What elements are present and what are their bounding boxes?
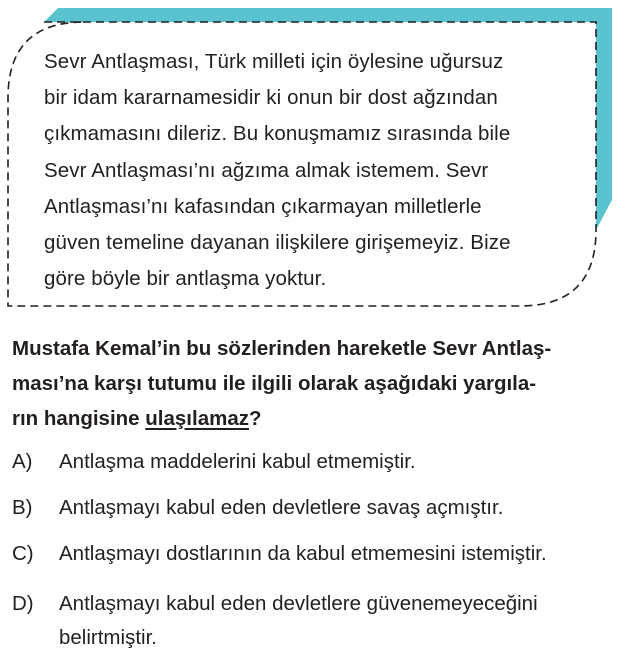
option-line: belirtmiştir. — [59, 626, 157, 649]
option-letter: C) — [12, 542, 34, 565]
quote-line: bir idam kararnamesidir ki onun bir dost ağzından — [44, 86, 498, 110]
question-line: Mustafa Kemal’in bu sözlerinden hareketle Sevr Antlaş- — [12, 337, 552, 360]
quote-line: Sevr Antlaşması’nı ağzıma almak istemem. Sevr — [44, 158, 489, 182]
option-letter: D) — [12, 592, 34, 615]
question-text: rın hangisine — [12, 407, 146, 430]
option-letter: B) — [12, 496, 33, 519]
question-line — [12, 401, 616, 436]
quote-line: güven temeline dayanan ilişkilere girişemeyiz. Bize — [44, 231, 511, 255]
question-mark: ? — [248, 407, 262, 430]
question-line: ması’na karşı tutumu ile ilgili olarak aşağıdaki yargıla- — [12, 372, 537, 395]
question-stem — [12, 331, 616, 436]
question-underlined-word: ulaşılamaz — [145, 407, 249, 430]
option-line: Antlaşmayı dostlarının da kabul etmemesini istemiştir. — [59, 542, 547, 565]
quote-line: çıkmamasını dileriz. Bu konuşmamız sırasında bile — [44, 122, 511, 146]
option-text — [59, 491, 616, 525]
option-text — [59, 587, 616, 655]
option-line: Antlaşma maddelerini kabul etmemiştir. — [59, 450, 416, 473]
option-text — [59, 537, 616, 571]
option-line: Antlaşmayı kabul eden devletlere güvenemeyeceğini — [59, 592, 538, 615]
quote-line: Sevr Antlaşması, Türk milleti için öylesine uğursuz — [44, 50, 504, 73]
quote-text — [44, 44, 577, 297]
quote-line: Antlaşması’nı kafasından çıkarmayan milletlerle — [44, 194, 482, 218]
option-line: Antlaşmayı kabul eden devletlere savaş açmıştır. — [59, 496, 504, 519]
option-text — [59, 445, 616, 479]
option-letter: A) — [12, 450, 33, 473]
quote-line: göre böyle bir antlaşma yoktur. — [44, 267, 327, 291]
quote-box — [0, 0, 631, 320]
